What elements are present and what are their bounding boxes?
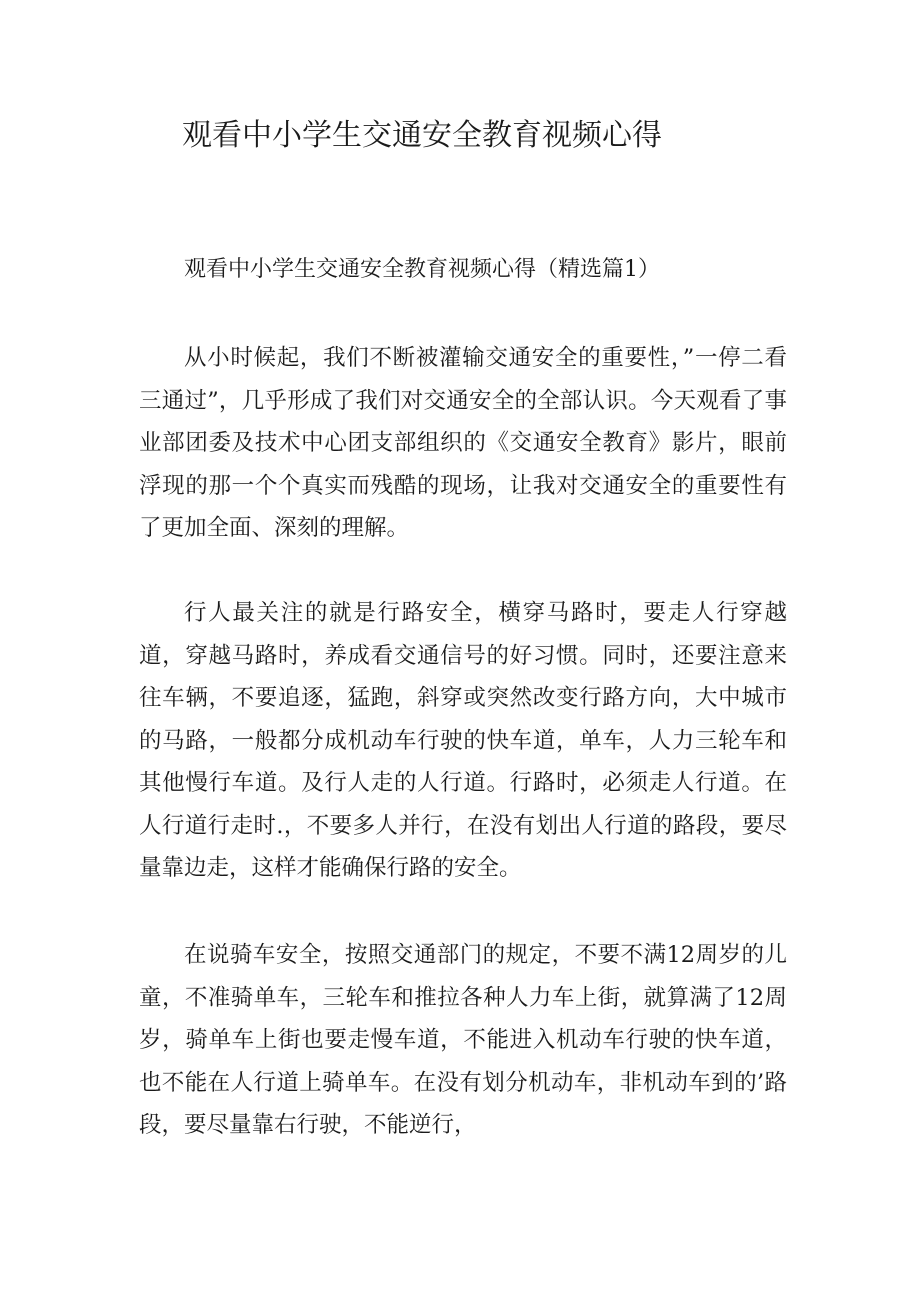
body-paragraph: 行人最关注的就是行路安全，横穿马路时，要走人行穿越道，穿越马路时，养成看交通信号的好习惯。同时，还要注意来往车辆，不要追逐，猛跑，斜穿或突然改变行路方向，大中城市的马路，一般都分成机动车行驶的快车道，单车，人力三轮车和其他慢行车道。及行人走的人行道。行路时，必须走人行道。在人行道行走时.，不要多人并行，在没有划出人行道的路段，要尽量靠边走，这样才能确保行路的安全。 <box>139 600 787 881</box>
document-title: 观看中小学生交通安全教育视频心得 <box>182 118 662 153</box>
section-subtitle: 观看中小学生交通安全教育视频心得（精选篇1） <box>184 257 660 282</box>
body-paragraph: 从小时候起，我们不断被灌输交通安全的重要性，”一停二看三通过”，几乎形成了我们对交通安全的全部认识。今天观看了事业部团委及技术中心团支部组织的《交通安全教育》影片，眼前浮现的那一个个真实而残酷的现场，让我对交通安全的重要性有了更加全面、深刻的理解。 <box>139 345 787 541</box>
body-paragraph: 在说骑车安全，按照交通部门的规定，不要不满12周岁的儿童，不准骑单车，三轮车和推拉各种人力车上街，就算满了12周岁，骑单车上街也要走慢车道，不能进入机动车行驶的快车道，也不能在人行道上骑单车。在没有划分机动车，非机动车到的’路段，要尽量靠右行驶，不能逆行， <box>139 942 787 1138</box>
